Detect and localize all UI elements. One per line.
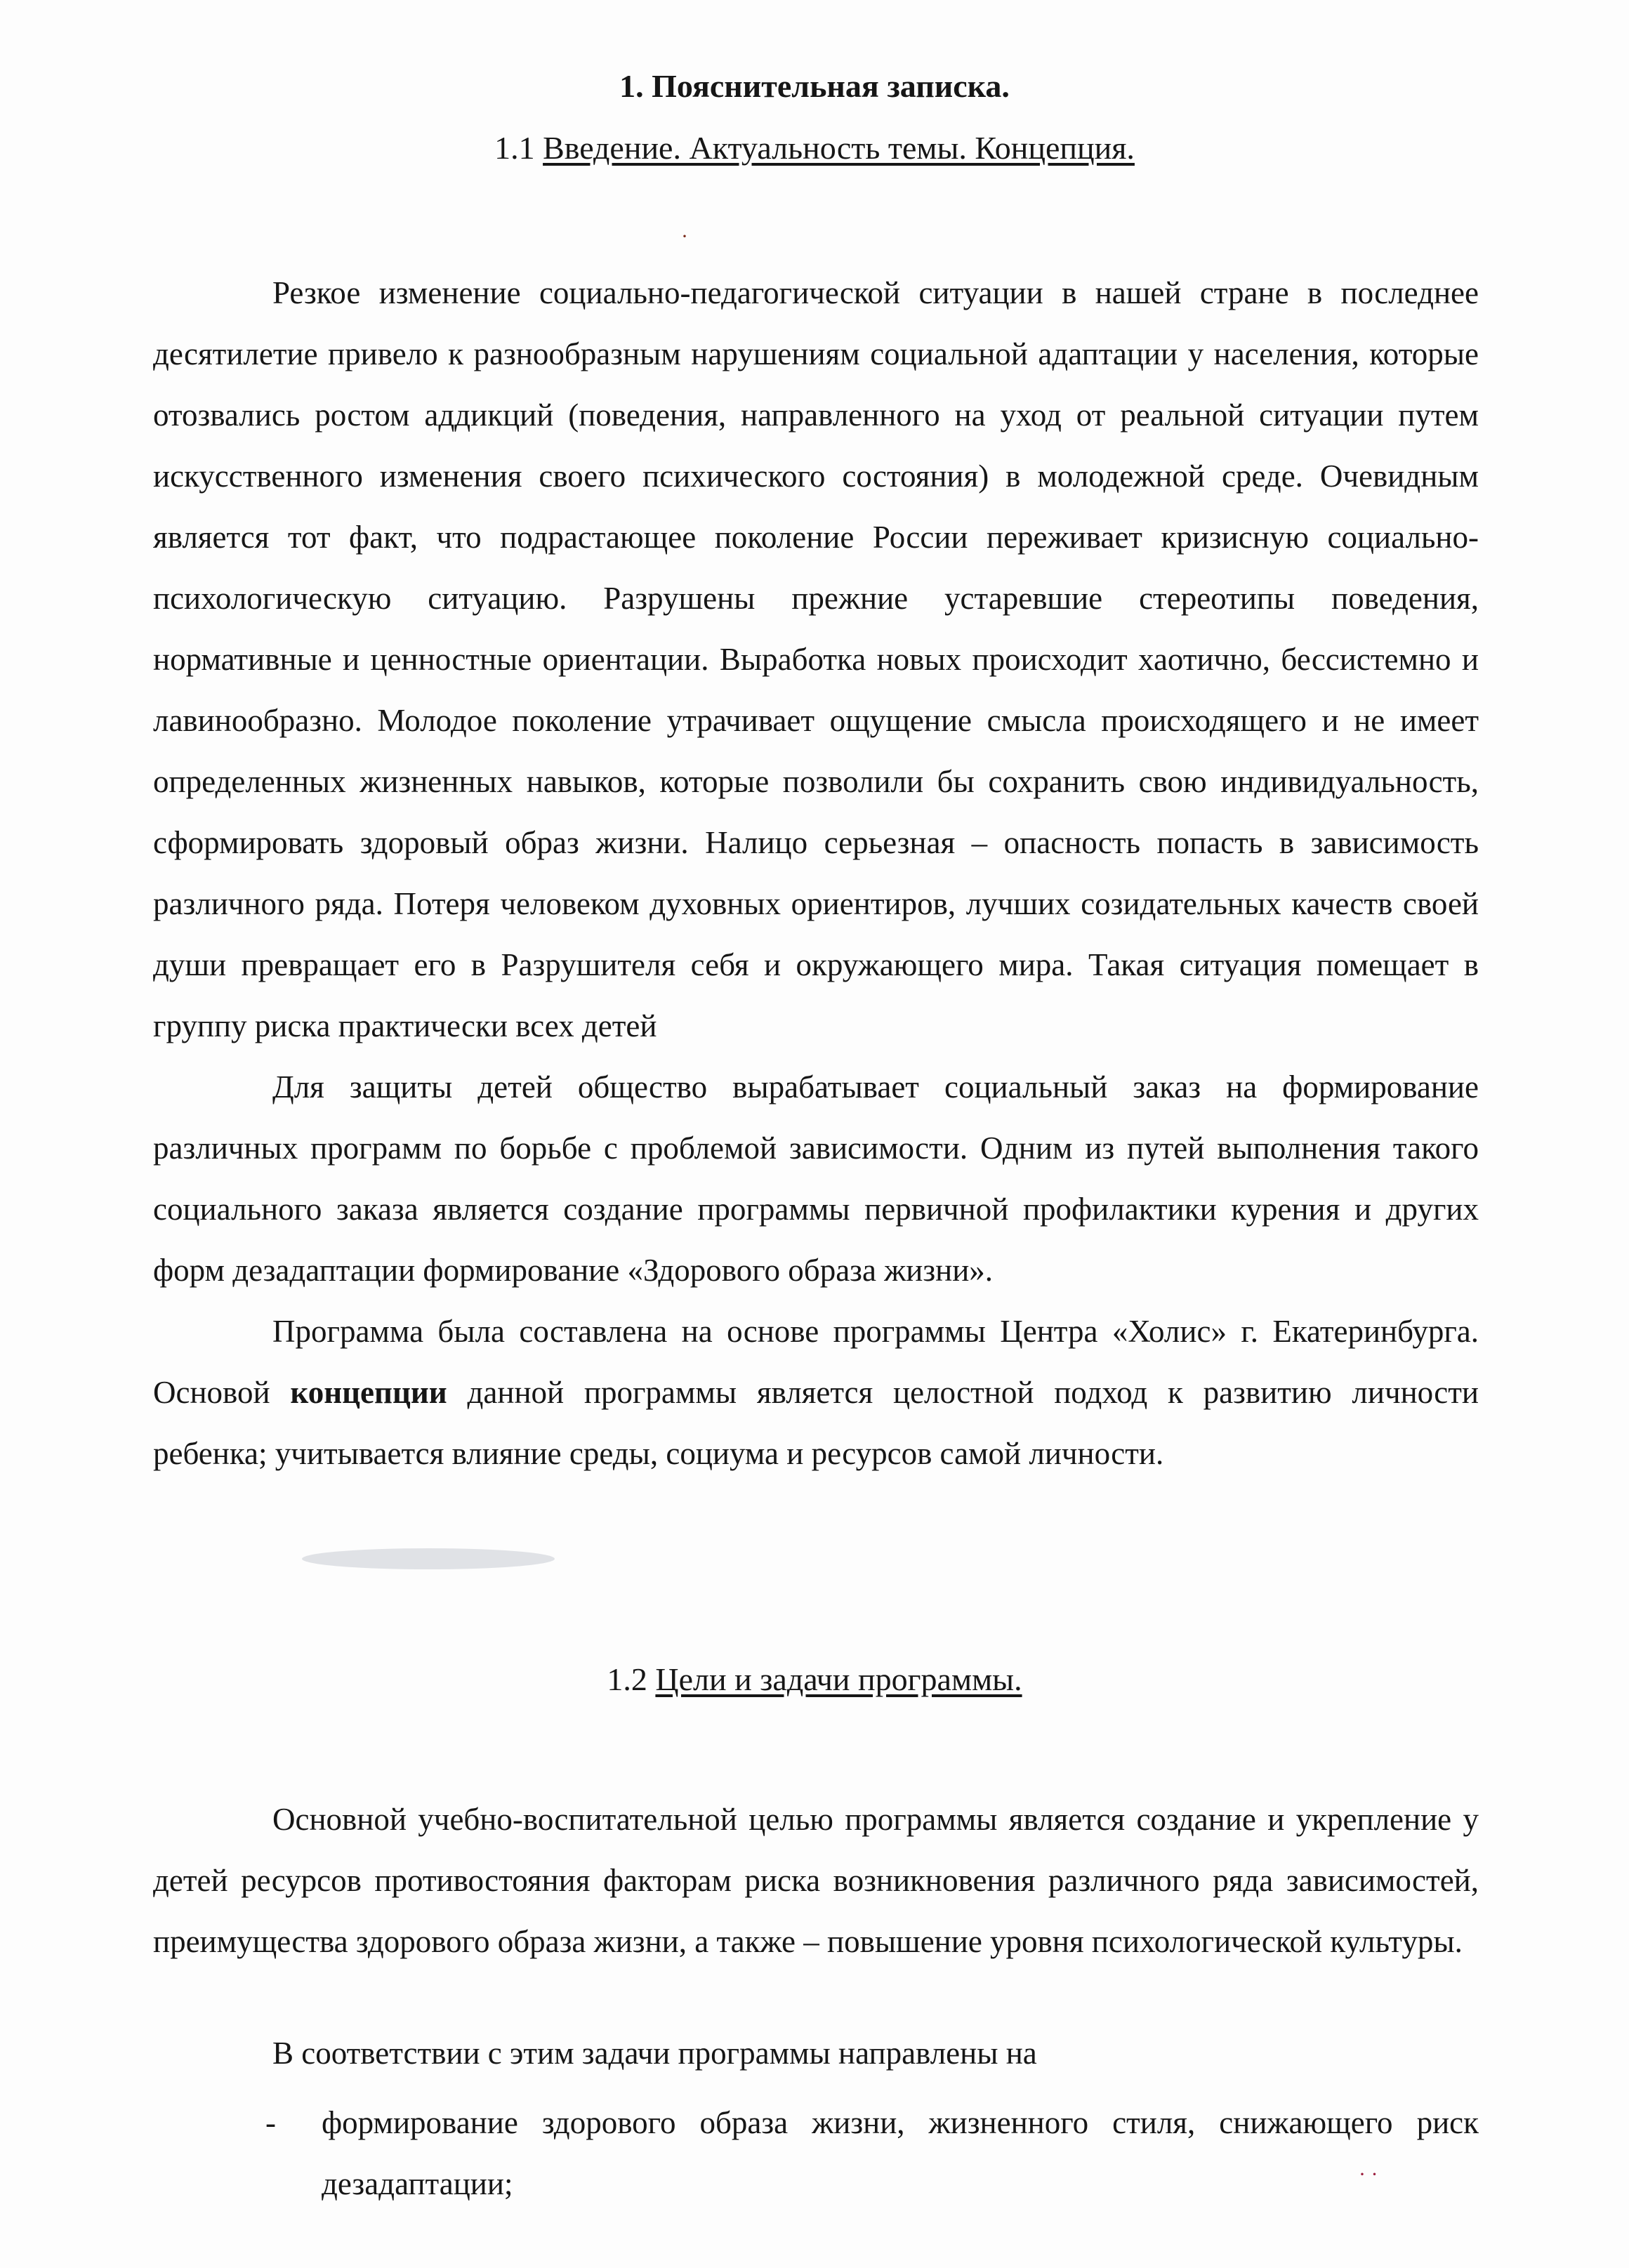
section-number: 1.2 xyxy=(607,1661,647,1697)
list-item-text: формирование здорового образа жизни, жизненного стиля, снижающего риск дезадаптации; xyxy=(322,2105,1479,2201)
paragraph-text: данной программы является целостной подход к развитию личности ребенка; учитывается влияние среды, социума и ресурсов самой личности. xyxy=(153,1375,1479,1471)
paragraph: Основной учебно-воспитательной целью программы является создание и укрепление у детей ресурсов противостояния факторам риска возникновения различного ряда зависимостей, преимущества здорового образа жизни, а также – повышение уровня психологической культуры. xyxy=(153,1802,1479,1959)
section-1-1-body xyxy=(153,263,1479,1484)
scan-speck: · · xyxy=(1359,2163,1378,2186)
list-item xyxy=(153,2092,1479,2215)
document-title: 1. Пояснительная записка. xyxy=(619,68,1010,104)
section-title: Цели и задачи программы. xyxy=(655,1661,1022,1697)
section-1-1-heading xyxy=(0,129,1629,166)
emphasis-text: концепции xyxy=(290,1375,447,1410)
list-marker: - xyxy=(265,2105,276,2140)
section-title: Введение. Актуальность темы. Концепция. xyxy=(543,130,1135,166)
section-1-2-body xyxy=(153,1789,1479,1972)
section-1-2-heading xyxy=(0,1661,1629,1698)
section-number: 1.1 xyxy=(494,130,535,166)
task-list xyxy=(153,2092,1479,2215)
paragraph: Резкое изменение социально-педагогической ситуации в нашей стране в последнее десятилетие привело к разнообразным нарушениям социальной адаптации у населения, которые отозвались ростом аддикций (поведения, направленного на уход от реальной ситуации путем искусственного изменения своего психического состояния) в молодежной среде. Очевидным является тот факт, что подрастающее поколение России переживает кризисную социально-психологическую ситуацию. Разрушены прежние устаревшие стереотипы поведения, нормативные и ценностные ориентации. Выработка новых происходит хаотично, бессистемно и лавинообразно. Молодое поколение утрачивает ощущение смысла происходящего и не имеет определенных жизненных навыков, которые позволили бы сохранить свою индивидуальность, сформировать здоровый образ жизни. Налицо серьезная – опасность попасть в зависимость различного ряда. Потеря человеком духовных ориентиров, лучших созидательных качеств своей души превращает его в Разрушителя себя и окружающего мира. Такая ситуация помещает в группу риска практически всех детей xyxy=(153,275,1479,1043)
paragraph xyxy=(153,1301,1479,1484)
scan-smudge xyxy=(302,1548,555,1569)
paragraph: Для защиты детей общество вырабатывает социальный заказ на формирование различных программ по борьбе с проблемой зависимости. Одним из путей выполнения такого социального заказа является создание программы первичной профилактики курения и других форм дезадаптации формирование «Здорового образа жизни». xyxy=(153,1069,1479,1288)
paragraph-text: Программа была составлена на основе программы Центра «Холис» г. Екатеринбурга. Основой xyxy=(153,1314,1479,1410)
list-intro: В соответствии с этим задачи программы направлены на xyxy=(272,2036,1037,2071)
scan-speck: · xyxy=(681,225,688,248)
